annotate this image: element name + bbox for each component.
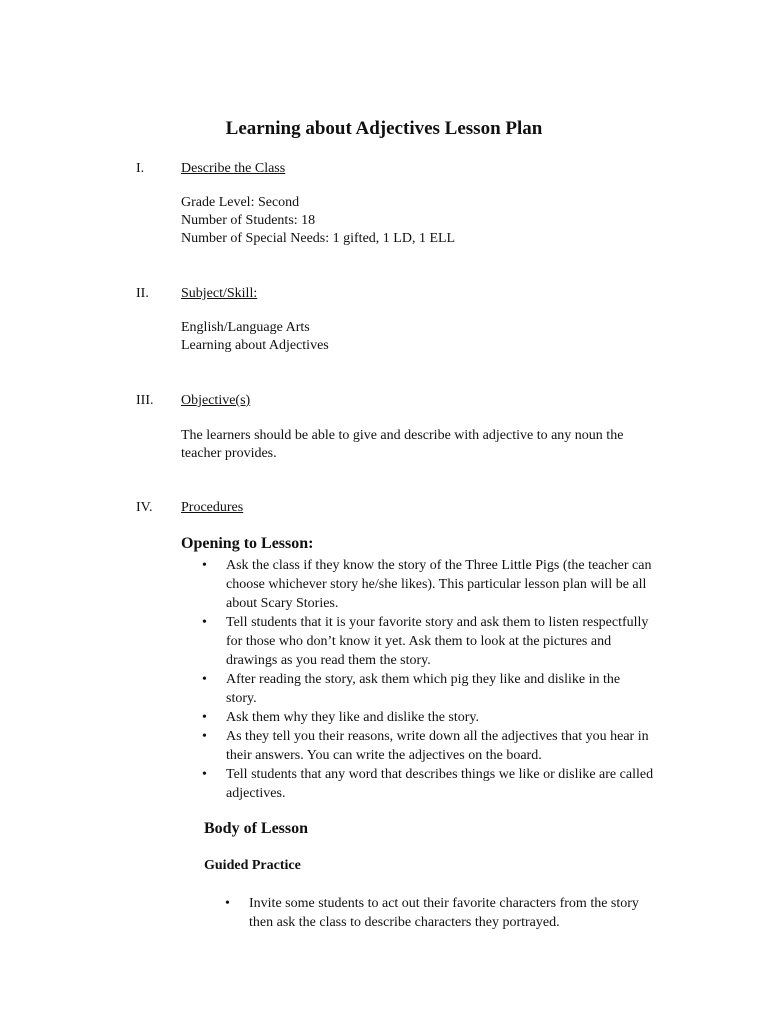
bullet-icon: • bbox=[202, 729, 207, 744]
list-item bbox=[202, 708, 654, 727]
bullet-icon: • bbox=[202, 767, 207, 782]
list-item-text: Invite some students to act out their favorite characters from the story then ask the class to describe characters they portrayed. bbox=[249, 896, 639, 930]
bullet-icon: • bbox=[202, 558, 207, 573]
section-heading-objectives: Objective(s) bbox=[181, 393, 251, 408]
bullet-icon: • bbox=[225, 896, 230, 911]
document-title: Learning about Adjectives Lesson Plan bbox=[225, 118, 543, 139]
opening-heading: Opening to Lesson: bbox=[181, 535, 314, 552]
opening-bullet-list bbox=[202, 556, 654, 803]
list-item bbox=[202, 613, 654, 670]
list-item-text: Tell students that it is your favorite story and ask them to listen respectfully for those who don’t know it yet. Ask them to look at the pictures and drawings as you read them the story. bbox=[226, 615, 649, 668]
subject-details bbox=[181, 319, 329, 355]
section-numeral: II. bbox=[136, 286, 149, 301]
guided-practice-bullet-list bbox=[225, 894, 645, 932]
list-item-text: After reading the story, ask them which pig they like and dislike in the story. bbox=[226, 672, 621, 706]
skill-line: Learning about Adjectives bbox=[181, 338, 329, 353]
bullet-icon: • bbox=[202, 710, 207, 725]
section-heading-describe-class: Describe the Class bbox=[181, 161, 286, 176]
section-heading-subject-skill: Subject/Skill: bbox=[181, 286, 258, 301]
list-item bbox=[202, 727, 654, 765]
grade-level-line: Grade Level: Second bbox=[181, 195, 300, 210]
body-of-lesson-heading: Body of Lesson bbox=[204, 820, 309, 837]
list-item-text: As they tell you their reasons, write down all the adjectives that you hear in their answers. You can write the adjectives on the board. bbox=[226, 729, 649, 763]
list-item bbox=[202, 670, 654, 708]
class-details bbox=[181, 194, 455, 248]
subject-line: English/Language Arts bbox=[181, 320, 310, 335]
section-numeral: IV. bbox=[136, 500, 153, 515]
section-numeral: I. bbox=[136, 161, 145, 176]
list-item-text: Ask them why they like and dislike the story. bbox=[226, 710, 479, 725]
section-heading-procedures: Procedures bbox=[181, 500, 244, 515]
list-item bbox=[202, 556, 654, 613]
list-item bbox=[225, 894, 645, 932]
bullet-icon: • bbox=[202, 672, 207, 687]
section-numeral: III. bbox=[136, 393, 154, 408]
objective-text: The learners should be able to give and describe with adjective to any noun the teacher provides. bbox=[181, 428, 624, 461]
number-of-students-line: Number of Students: 18 bbox=[181, 213, 316, 228]
bullet-icon: • bbox=[202, 615, 207, 630]
special-needs-line: Number of Special Needs: 1 gifted, 1 LD, 1 ELL bbox=[181, 231, 456, 246]
list-item-text: Tell students that any word that describes things we like or dislike are called adjectives. bbox=[226, 767, 654, 801]
guided-practice-heading: Guided Practice bbox=[204, 858, 301, 873]
list-item bbox=[202, 765, 654, 803]
list-item-text: Ask the class if they know the story of the Three Little Pigs (the teacher can choose whichever story he/she likes). This particular lesson plan will be all about Scary Stories. bbox=[226, 558, 652, 611]
